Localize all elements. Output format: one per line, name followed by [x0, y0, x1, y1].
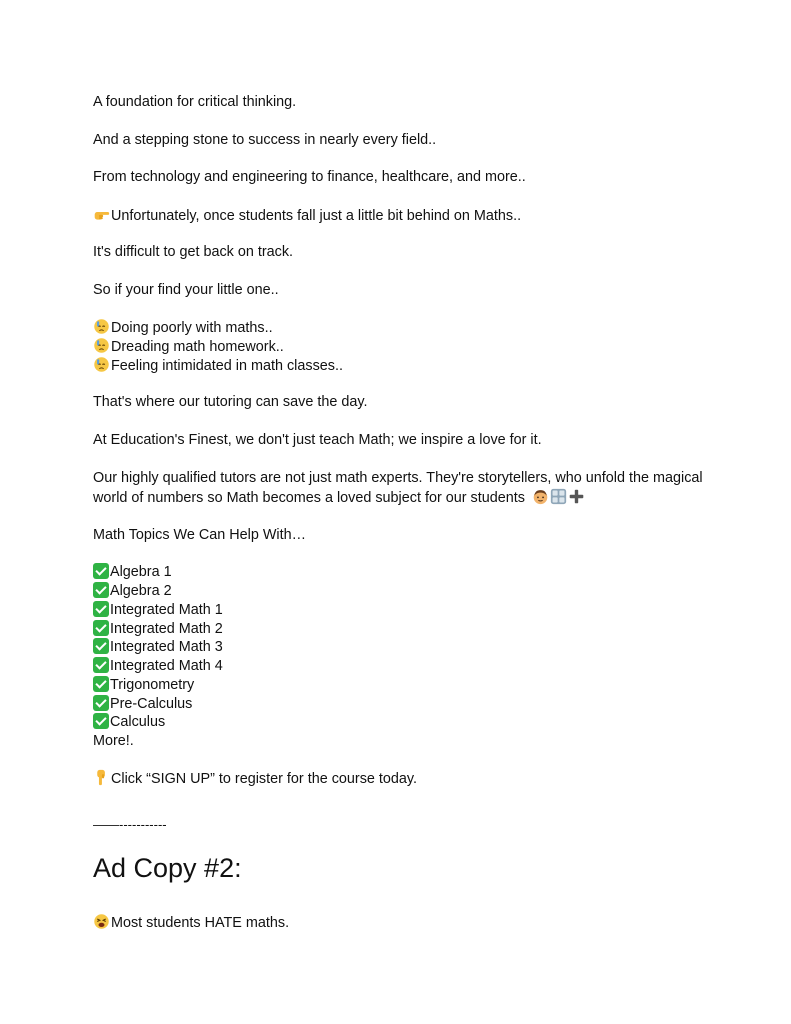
topic-label: Trigonometry — [110, 677, 195, 693]
topic-item — [93, 676, 194, 695]
paragraph-unfortunately — [93, 206, 521, 226]
topic-item — [93, 620, 223, 639]
bullet-text: Feeling intimidated in math classes.. — [111, 358, 343, 374]
topic-item — [93, 657, 223, 676]
bullet-text: Doing poorly with maths.. — [111, 320, 273, 336]
check-mark-icon — [93, 563, 109, 579]
paragraph-foundation: A foundation for critical thinking. — [93, 94, 297, 110]
topic-item — [93, 695, 192, 714]
check-mark-icon — [93, 620, 109, 636]
paragraph-hate-maths-text: Most students HATE maths. — [111, 915, 290, 931]
topic-item — [93, 638, 223, 657]
check-mark-icon — [93, 638, 109, 654]
paragraph-tutors-text: world of numbers so Math becomes a loved subject for our students — [93, 490, 525, 506]
topic-item — [93, 601, 223, 620]
downcast-sweat-face-icon — [93, 356, 110, 373]
check-mark-icon — [93, 582, 109, 598]
plus-icon — [568, 488, 585, 505]
topic-item — [93, 563, 172, 582]
numbers-icon — [550, 488, 567, 505]
child-icon — [532, 488, 549, 505]
topic-label: Calculus — [110, 714, 166, 730]
topics-more: More!. — [93, 733, 134, 749]
topic-label: Integrated Math 4 — [110, 658, 223, 674]
check-mark-icon — [93, 695, 109, 711]
call-to-action-text: Click “SIGN UP” to register for the course today. — [111, 771, 418, 787]
topic-label: Integrated Math 3 — [110, 639, 223, 655]
section-divider: ——----------- — [93, 817, 167, 832]
downcast-sweat-face-icon — [93, 318, 110, 335]
weary-face-icon — [93, 913, 110, 930]
check-mark-icon — [93, 601, 109, 617]
paragraph-hate-maths — [93, 913, 289, 933]
topic-label: Algebra 1 — [110, 564, 172, 580]
paragraph-tutoring: That's where our tutoring can save the day. — [93, 394, 368, 410]
topics-intro: Math Topics We Can Help With… — [93, 527, 307, 543]
bullet-text: Dreading math homework.. — [111, 339, 284, 355]
paragraph-difficult: It's difficult to get back on track. — [93, 244, 294, 260]
check-mark-icon — [93, 657, 109, 673]
paragraph-tutors-line2 — [93, 488, 586, 508]
topic-item — [93, 582, 172, 601]
topic-item — [93, 713, 165, 732]
check-mark-icon — [93, 676, 109, 692]
section-heading: Ad Copy #2: — [93, 853, 242, 883]
topic-label: Pre-Calculus — [110, 696, 193, 712]
paragraph-little-one: So if your find your little one.. — [93, 282, 279, 298]
bullet-item — [93, 356, 343, 376]
paragraph-unfortunately-text: Unfortunately, once students fall just a little bit behind on Maths.. — [111, 208, 522, 224]
pointing-right-hand-icon — [93, 206, 110, 223]
paragraph-stepping-stone: And a stepping stone to success in nearly every field.. — [93, 132, 437, 148]
topic-label: Integrated Math 1 — [110, 602, 223, 618]
pointing-down-hand-icon — [93, 769, 110, 786]
paragraph-educations-finest: At Education's Finest, we don't just teach Math; we inspire a love for it. — [93, 432, 542, 448]
bullet-item — [93, 318, 273, 338]
call-to-action — [93, 769, 417, 789]
topic-label: Algebra 2 — [110, 583, 172, 599]
paragraph-fields: From technology and engineering to finance, healthcare, and more.. — [93, 169, 526, 185]
check-mark-icon — [93, 713, 109, 729]
downcast-sweat-face-icon — [93, 337, 110, 354]
paragraph-tutors-line1: Our highly qualified tutors are not just math experts. They're storytellers, who unfold the magical — [93, 470, 703, 486]
topic-label: Integrated Math 2 — [110, 621, 223, 637]
bullet-item — [93, 337, 284, 357]
